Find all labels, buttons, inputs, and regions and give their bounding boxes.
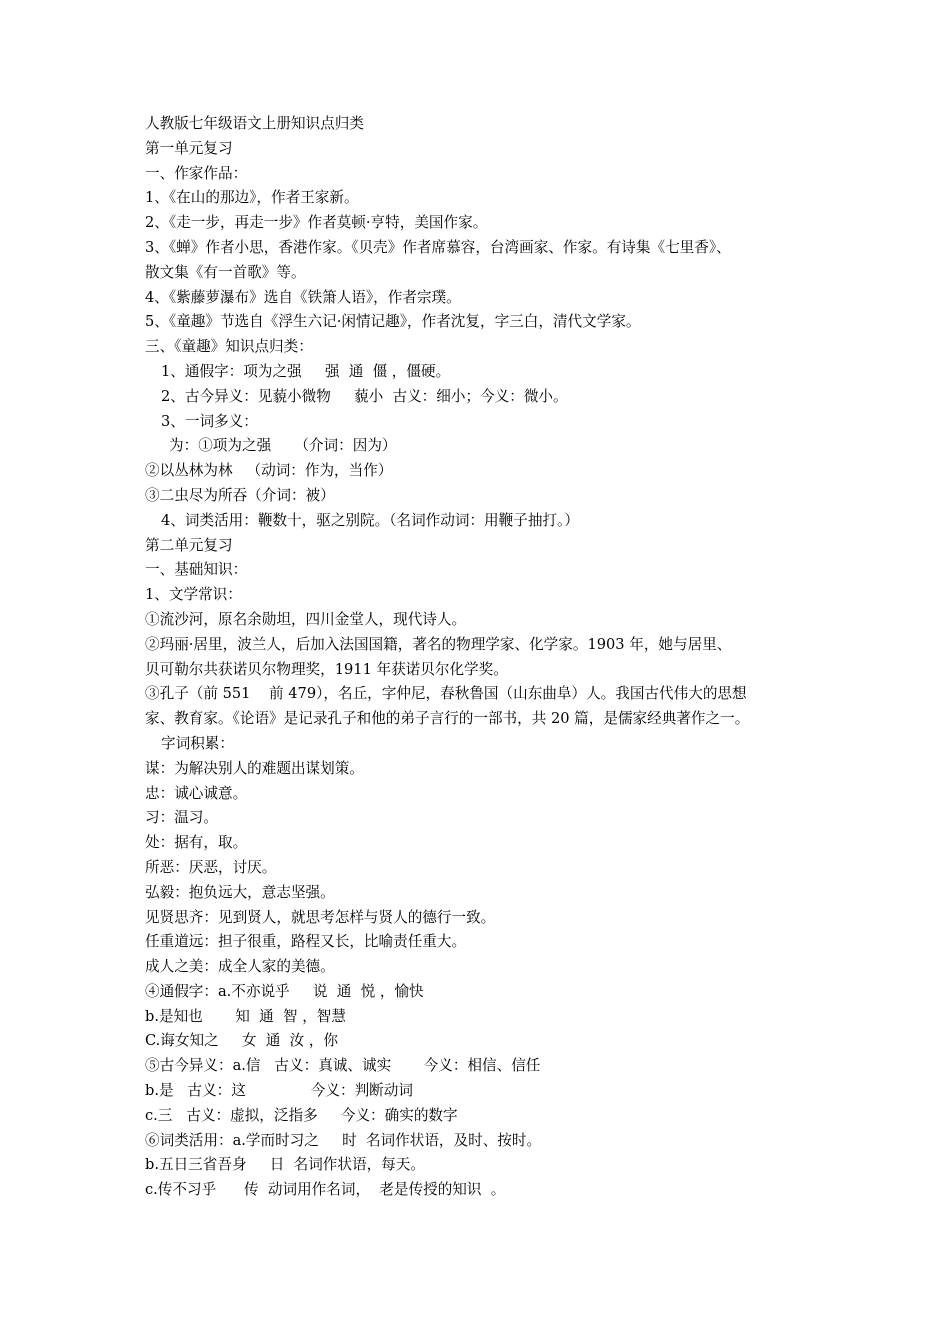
text-line: 成人之美：成全人家的美德。	[145, 958, 335, 976]
text-line: 习：温习。	[145, 809, 218, 827]
text-line: 4、词类活用：鞭数十，驱之别院。（名词作动词：用鞭子抽打。）	[161, 511, 579, 529]
text-line: 忠：诚心诚意。	[145, 784, 248, 802]
text-line: ③二虫尽为所吞（介词：被）	[145, 486, 335, 504]
text-line: ③孔子（前 551 前 479），名丘，字仲尼，春秋鲁国（山东曲阜）人。我国古代伟大的思想	[145, 685, 747, 703]
text-line: ②以丛林为林 （动词：作为，当作）	[145, 462, 393, 480]
text-line: ⑤古今异义：a.信 古义：真诚、诚实 今义：相信、信任	[145, 1057, 541, 1075]
text-line: ⑥词类活用：a.学而时习之 时 名词作状语，及时、按时。	[145, 1131, 542, 1149]
subsection-heading: 一、基础知识：	[145, 561, 248, 579]
text-line: 所恶：厌恶，讨厌。	[145, 858, 277, 876]
text-line: 谋：为解决别人的难题出谋划策。	[145, 759, 364, 777]
subsection-heading: 字词积累：	[161, 734, 234, 752]
text-line: 1、文学常识：	[145, 586, 242, 604]
text-line: c.三 古义：虚拟，泛指多 今义：确实的数字	[145, 1106, 458, 1124]
text-line: 散文集《有一首歌》等。	[145, 263, 306, 281]
text-line: 任重道远：担子很重，路程又长，比喻责任重大。	[145, 933, 467, 951]
text-line: b.是 古义：这 今义：判断动词	[145, 1082, 413, 1100]
text-line: b.五日三省吾身 日 名词作状语，每天。	[145, 1156, 425, 1174]
section-heading: 第二单元复习	[145, 536, 233, 554]
text-line: 1、《在山的那边》，作者王家新。	[145, 189, 359, 207]
text-line: 4、《紫藤萝瀑布》选自《铁箫人语》，作者宗璞。	[145, 288, 461, 306]
section-heading: 第一单元复习	[145, 139, 233, 157]
text-line: 3、《蝉》作者小思，香港作家。《贝壳》作者席慕容，台湾画家、作家。有诗集《七里香》、	[145, 238, 731, 256]
text-line: 为：①项为之强 （介词：因为）	[169, 437, 397, 455]
text-line: 处：据有，取。	[145, 834, 248, 852]
text-line: 2、《走一步，再走一步》作者莫顿·亨特，美国作家。	[145, 214, 488, 232]
text-line: ①流沙河，原名余勋坦，四川金堂人，现代诗人。	[145, 610, 467, 628]
text-line: c.传不习乎 传 动词用作名词， 老是传授的知识 。	[145, 1181, 506, 1199]
text-line: 贝可勒尔共获诺贝尔物理奖，1911 年获诺贝尔化学奖。	[145, 660, 508, 678]
text-line: 见贤思齐：见到贤人，就思考怎样与贤人的德行一致。	[145, 908, 496, 926]
text-line: b.是知也 知 通 智 ，智慧	[145, 1007, 346, 1025]
subsection-heading: 三、《童趣》知识点归类：	[145, 338, 313, 356]
document-body	[145, 112, 815, 1203]
text-line: C.诲女知之 女 通 汝 ，你	[145, 1032, 339, 1050]
text-line: 3、一词多义：	[161, 412, 258, 430]
text-line: 2、古今异义：见藐小微物 藐小 古义：细小；今义：微小。	[161, 387, 568, 405]
text-line: ④通假字：a.不亦说乎 说 通 悦 ，愉快	[145, 982, 424, 1000]
document-title: 人教版七年级语文上册知识点归类	[145, 115, 364, 132]
text-line: 弘毅：抱负远大，意志坚强。	[145, 883, 335, 901]
text-line: ②玛丽·居里，波兰人，后加入法国国籍，著名的物理学家、化学家。1903 年，她与居里、	[145, 635, 732, 653]
text-line: 家、教育家。《论语》是记录孔子和他的弟子言行的一部书，共 20 篇，是儒家经典著作之一。	[145, 710, 750, 728]
text-line: 5、《童趣》节选自《浮生六记·闲情记趣》，作者沈复，字三白，清代文学家。	[145, 313, 641, 331]
subsection-heading: 一、作家作品：	[145, 164, 248, 182]
text-line: 1、通假字：项为之强 强 通 僵 ，僵硬。	[161, 362, 451, 380]
